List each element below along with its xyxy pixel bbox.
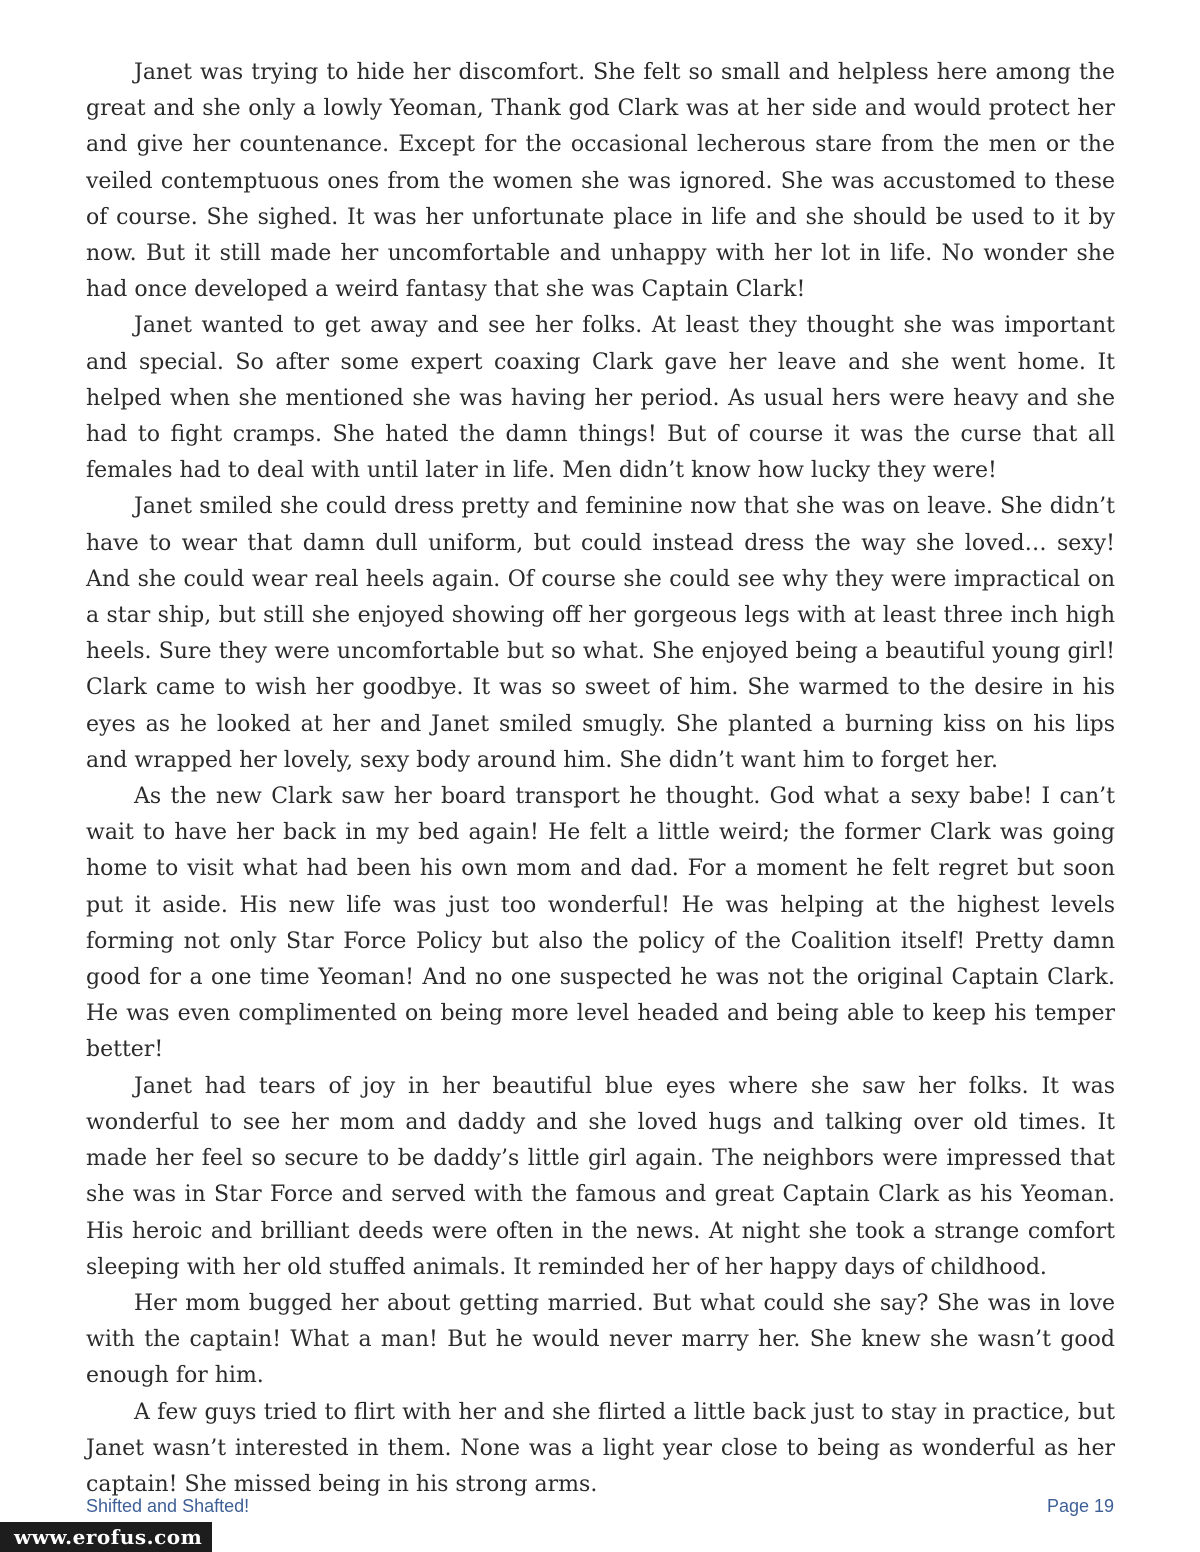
paragraph-4: As the new Clark saw her board transport he thought. God what a sexy babe! I can’t wait to have her back in my bed again! He felt a little weird; the former Clark was going home to visit what had been his own mom and dad. For a moment he felt regret but soon put it aside. His new life was just too wonderful! He was helping at the highest levels forming not only Star Force Policy but also the policy of the Coalition itself! Pretty damn good for a one time Yeoman! And no one suspected he was not the original Captain Clark. He was even complimented on being more level headed and being able to keep his temper better! — [86, 784, 1115, 1063]
paragraph-7: A few guys tried to flirt with her and she flirted a little back just to stay in practice, but Janet wasn’t interested in them. None was a light year close to being as wonderful as her captain! She missed being in his strong arms. — [86, 1399, 1115, 1497]
footer-book-title: Shifted and Shafted! — [86, 1496, 250, 1516]
paragraph-3: Janet smiled she could dress pretty and feminine now that she was on leave. She didn’t have to wear that damn dull uniform, but could instead dress the way she loved… sexy! And she could wear real heels again. Of course she could see why they were impractical on a star ship, but still she enjoyed showing off her gorgeous legs with at least three inch high heels. Sure they were uncomfortable but so what. She enjoyed being a beautiful young girl! Clark came to wish her goodbye. It was so sweet of him. She warmed to the desire in his eyes as he looked at her and Janet smiled smugly. She planted a burning kiss on his lips and wrapped her lovely, sexy body around him. She didn’t want him to forget her. — [86, 494, 1115, 773]
paragraph-2: Janet wanted to get away and see her folks. At least they thought she was important and special. So after some expert coaxing Clark gave her leave and she went home. It helped when she mentioned she was having her period. As usual hers were heavy and she had to fight cramps. She hated the damn things! But of course it was the curse that all females had to deal with until later in life. Men didn’t know how lucky they were! — [86, 313, 1115, 484]
footer-page-number: Page 19 — [1046, 1496, 1114, 1516]
paragraph-5: Janet had tears of joy in her beautiful blue eyes where she saw her folks. It was wonderful to see her mom and daddy and she loved hugs and talking over old times. It made her feel so secure to be daddy’s little girl again. The neighbors were impressed that she was in Star Force and served with the famous and great Captain Clark as his Yeoman. His heroic and brilliant deeds were often in the news. At night she took a strange comfort sleeping with her old stuffed animals. It reminded her of her happy days of childhood. — [86, 1073, 1115, 1280]
body-text — [86, 55, 1115, 1503]
watermark: www.erofus.com — [0, 1522, 212, 1552]
paragraph-6: Her mom bugged her about getting married. But what could she say? She was in love with the captain! What a man! But he would never marry her. She knew she wasn’t good enough for him. — [86, 1290, 1115, 1389]
paragraph-1: Janet was trying to hide her discomfort. She felt so small and helpless here among the great and she only a lowly Yeoman, Thank god Clark was at her side and would protect her and give her countenance. Except for the occasional lecherous stare from the men or the veiled contemptuous ones from the women she was ignored. She was accustomed to these of course. She sighed. It was her unfortunate place in life and she should be used to it by now. But it still made her uncomfortable and unhappy with her lot in life. No wonder she had once developed a weird fantasy that she was Captain Clark! — [86, 60, 1115, 303]
